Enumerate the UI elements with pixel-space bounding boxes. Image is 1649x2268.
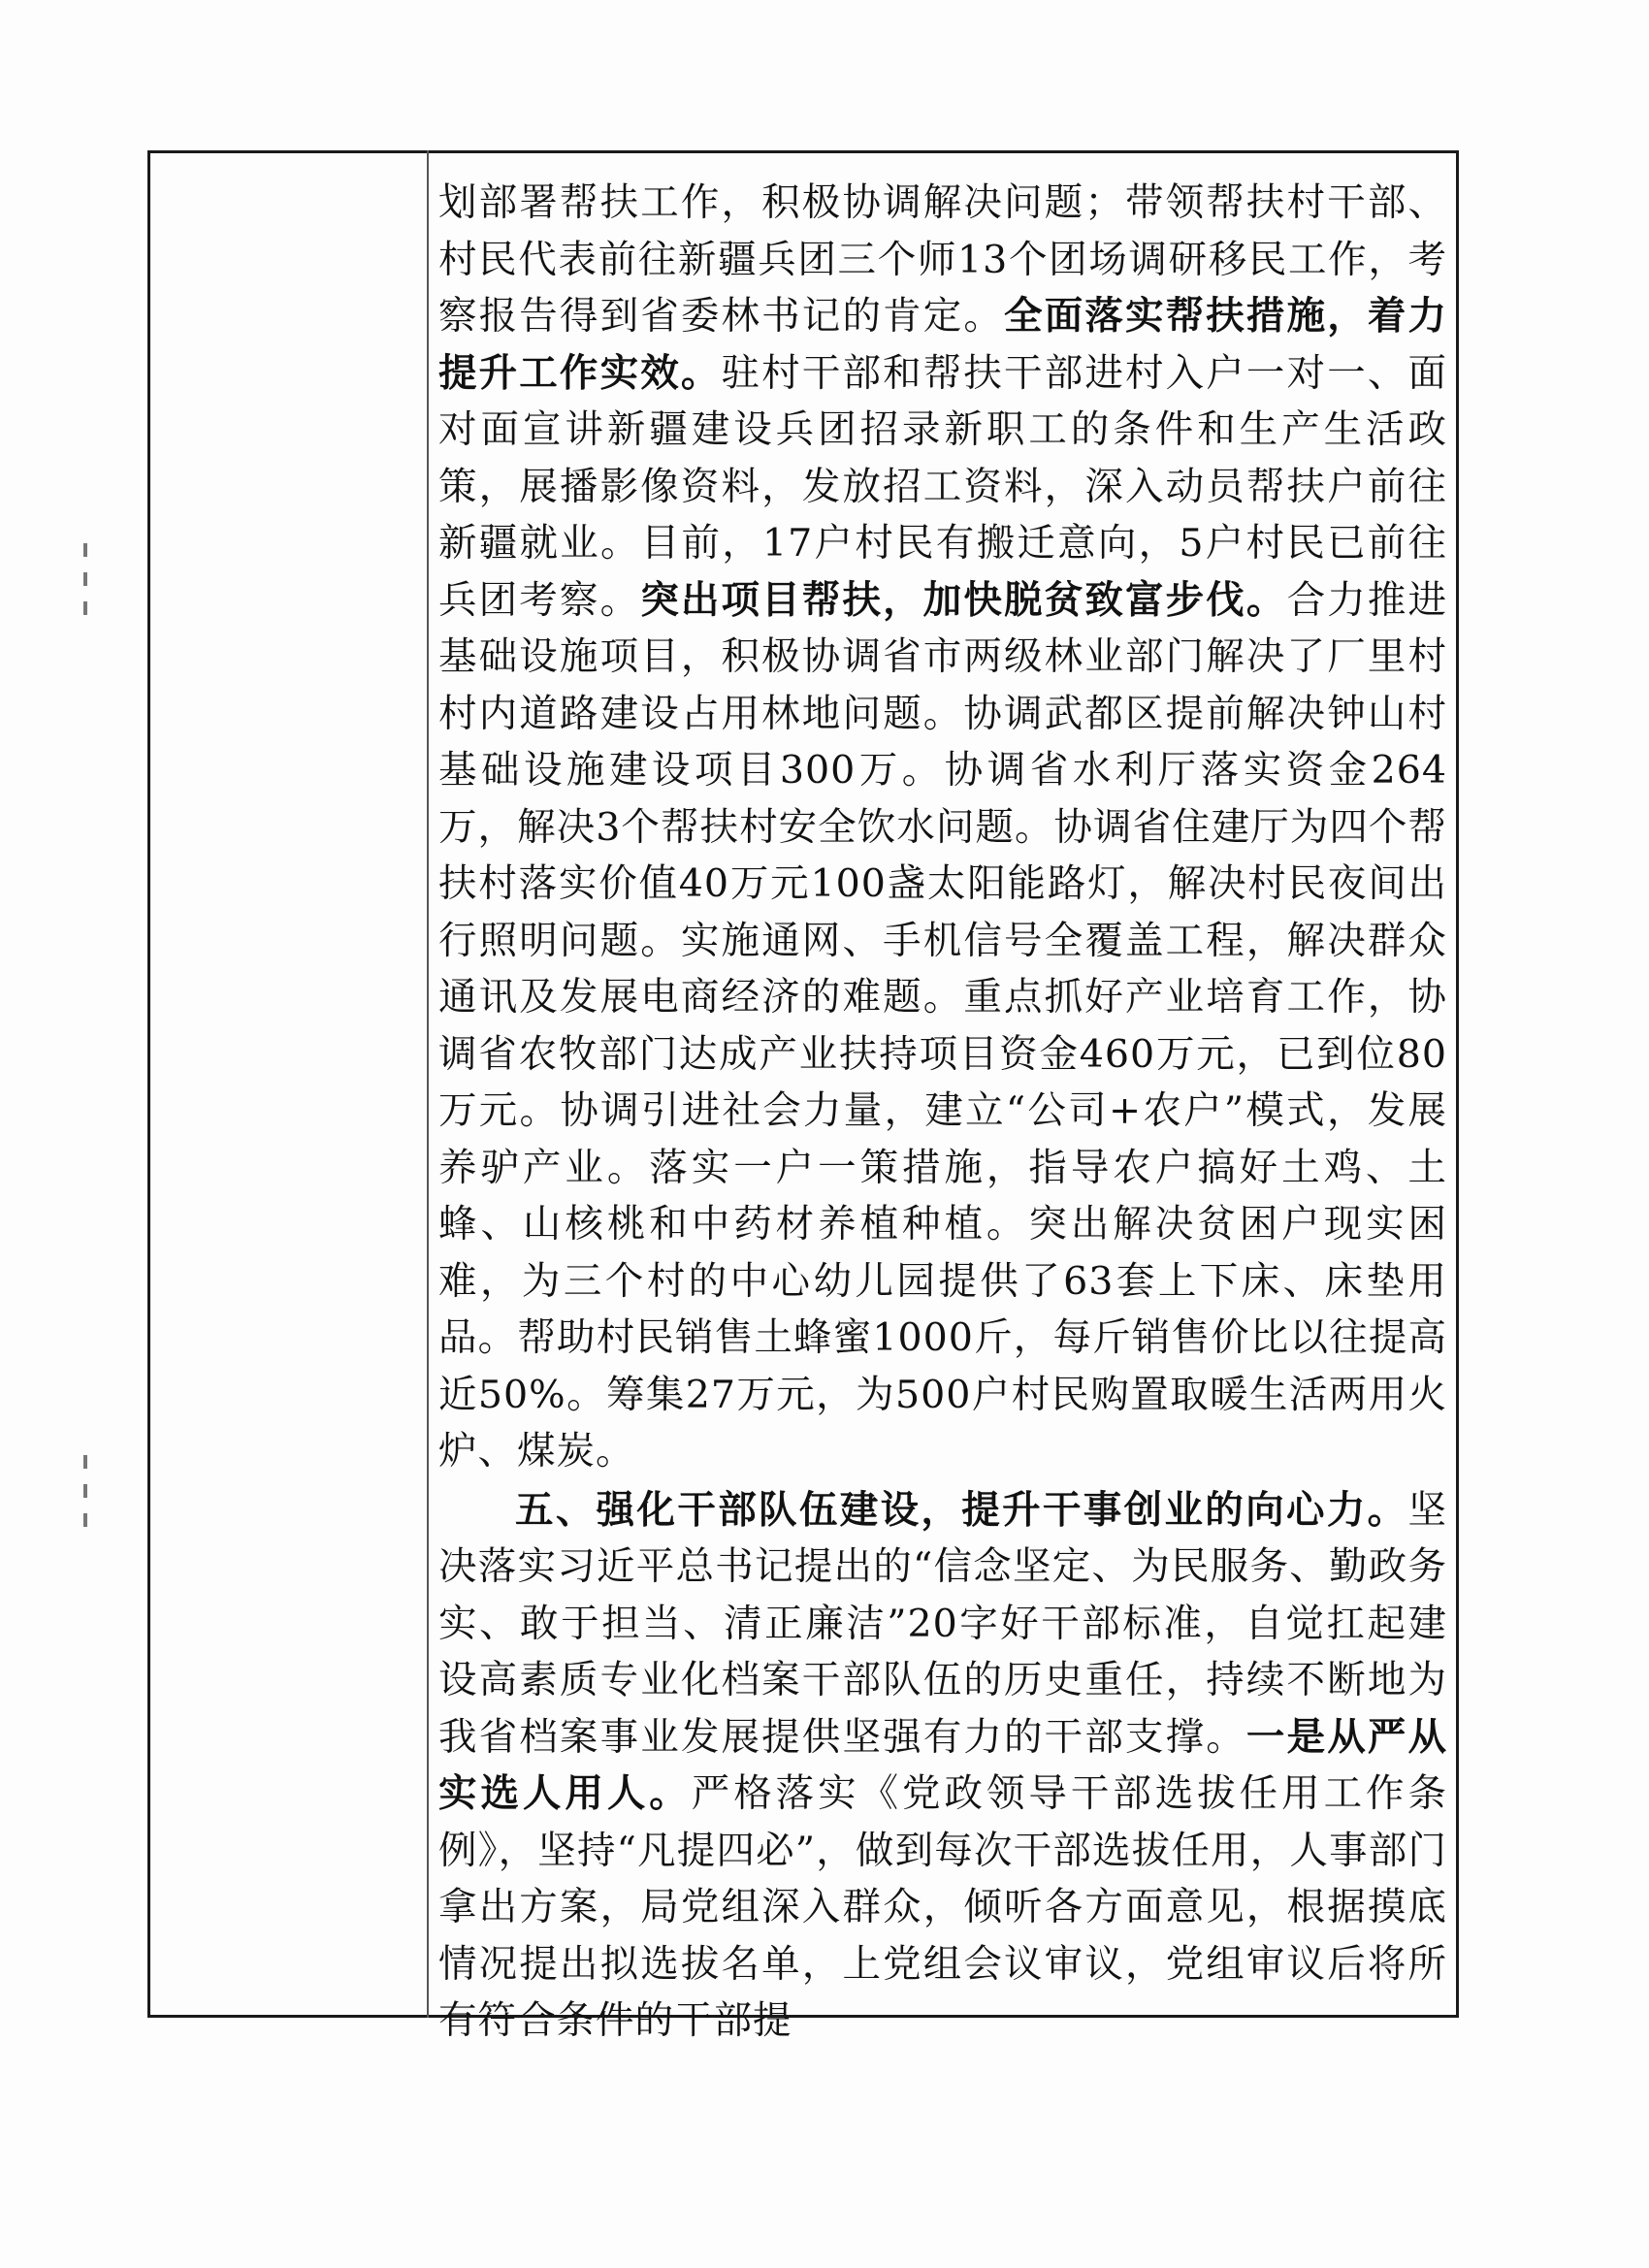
binding-marks-upper <box>78 543 93 631</box>
binding-mark <box>83 1484 87 1498</box>
table-column-divider <box>427 150 429 2018</box>
binding-mark <box>83 572 87 586</box>
binding-mark <box>83 601 87 615</box>
bold-heading-run: 一是从严从实选人用人。 <box>438 1714 1448 1816</box>
text-run: 合力推进基础设施项目，积极协调省市两级林业部门解决了厂里村村内道路建设占用林地问题。协调武都区提前解决钟山村基础设施建设项目300万。协调省水利厅落实资金264万，解决3个帮扶村安全饮水问题。协调省住建厅为四个帮扶村落实价值40万元100盏太阳能路灯，解决村民夜间出行照明问题。实施通网、手机信号全覆盖工程，解决群众通讯及发展电商经济的难题。重点抓好产业培育工作，协调省农牧部门达成产业扶持项目资金460万元，已到位80万元。协调引进社会力量，建立“公司+农户”模式，发展养驴产业。落实一户一策措施，指导农户搞好土鸡、土蜂、山核桃和中药材养植种植。突出解决贫困户现实困难，为三个村的中心幼儿园提供了63套上下床、床垫用品。帮助村民销售土蜂蜜1000斤，每斤销售价比以往提高近50%。筹集27万元，为500户村民购置取暖生活两用火炉、煤炭。 <box>438 577 1448 1474</box>
binding-mark <box>83 543 87 557</box>
bold-heading-run: 全面落实帮扶措施，着力提升工作实效。 <box>438 294 1448 396</box>
binding-marks-lower <box>78 1455 93 1542</box>
text-run: 划部署帮扶工作，积极协调解决问题；带领帮扶村干部、村民代表前往新疆兵团三个师13个团场调研移民工作，考察报告得到省委林书记的肯定。 <box>438 180 1447 339</box>
text-run: 坚决落实习近平总书记提出的“信念坚定、为民服务、勤政务实、敢于担当、清正廉洁”20字好干部标准，自觉扛起建设高素质专业化档案干部队伍的历史重任，持续不断地为我省档案事业发展提供坚强有力的干部支撑。 <box>438 1487 1447 1760</box>
paragraph-cadre-building <box>438 1482 1447 2050</box>
table-content-cell <box>438 175 1447 2050</box>
text-run: 严格落实《党政领导干部选拔任用工作条例》，坚持“凡提四必”，做到每次干部选拔任用，人事部门拿出方案，局党组深入群众，倾听各方面意见，根据摸底情况提出拟选拔名单，上党组会议审议，党组审议后将所有符合条件的干部提 <box>438 1771 1448 2043</box>
binding-mark <box>83 1455 87 1469</box>
text-run: 驻村干部和帮扶干部进村入户一对一、面对面宣讲新疆建设兵团招录新职工的条件和生产生活政策，展播影像资料，发放招工资料，深入动员帮扶户前往新疆就业。目前，17户村民有搬迁意向，5户村民已前往兵团考察。 <box>438 350 1448 623</box>
section-heading-run: 五、强化干部队伍建设，提升干事创业的向心力。 <box>515 1487 1408 1533</box>
binding-mark <box>83 1513 87 1527</box>
bold-heading-run: 突出项目帮扶，加快脱贫致富步伐。 <box>640 577 1287 623</box>
paragraph-poverty-alleviation <box>438 175 1447 1480</box>
